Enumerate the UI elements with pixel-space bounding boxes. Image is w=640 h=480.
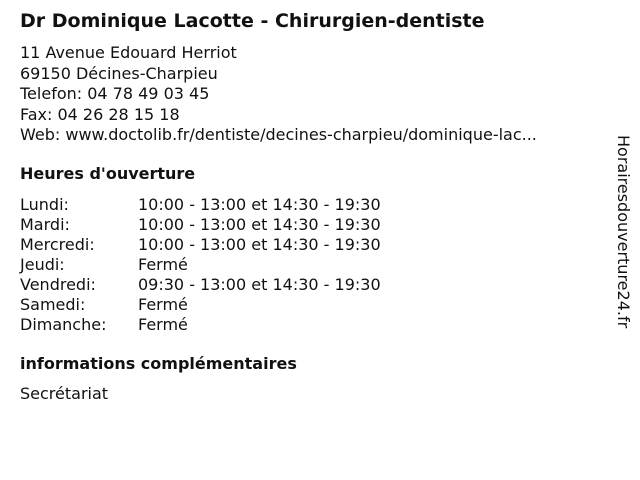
hours-row-saturday [20, 295, 381, 315]
hours-time: 10:00 - 13:00 et 14:30 - 19:30 [138, 195, 381, 214]
hours-day: Jeudi: [20, 255, 65, 274]
hours-row-wednesday [20, 235, 381, 255]
hours-time: Fermé [138, 255, 188, 274]
hours-day: Samedi: [20, 295, 86, 314]
hours-row-friday [20, 275, 381, 295]
hours-day: Vendredi: [20, 275, 96, 294]
hours-time: 10:00 - 13:00 et 14:30 - 19:30 [138, 235, 381, 254]
hours-day: Mardi: [20, 215, 70, 234]
address-city: 69150 Décines-Charpieu [20, 63, 218, 83]
opening-hours-heading: Heures d'ouverture [20, 164, 196, 183]
page-title: Dr Dominique Lacotte - Chirurgien-dentiste [20, 10, 485, 32]
hours-row-tuesday [20, 215, 381, 235]
opening-hours-table [20, 195, 381, 335]
website-link[interactable]: Web: www.doctolib.fr/dentiste/decines-charpieu/dominique-lac... [20, 125, 537, 144]
hours-day: Dimanche: [20, 315, 107, 334]
address-street: 11 Avenue Edouard Herriot [20, 43, 237, 62]
additional-info-text: Secrétariat [20, 384, 109, 403]
hours-row-monday [20, 195, 381, 215]
hours-time: Fermé [138, 315, 188, 334]
fax-number: Fax: 04 26 28 15 18 [20, 104, 180, 124]
phone-number: Telefon: 04 78 49 03 45 [20, 84, 210, 103]
site-watermark [611, 135, 633, 370]
watermark-text: Horairesdouverture24.fr [614, 135, 633, 329]
hours-row-sunday [20, 315, 381, 335]
additional-info-heading: informations complémentaires [20, 354, 297, 373]
hours-time: Fermé [138, 295, 188, 314]
hours-day: Lundi: [20, 195, 69, 214]
hours-time: 09:30 - 13:00 et 14:30 - 19:30 [138, 275, 381, 294]
contact-info [20, 43, 537, 146]
hours-row-thursday [20, 255, 381, 275]
hours-day: Mercredi: [20, 235, 95, 254]
hours-time: 10:00 - 13:00 et 14:30 - 19:30 [138, 215, 381, 234]
